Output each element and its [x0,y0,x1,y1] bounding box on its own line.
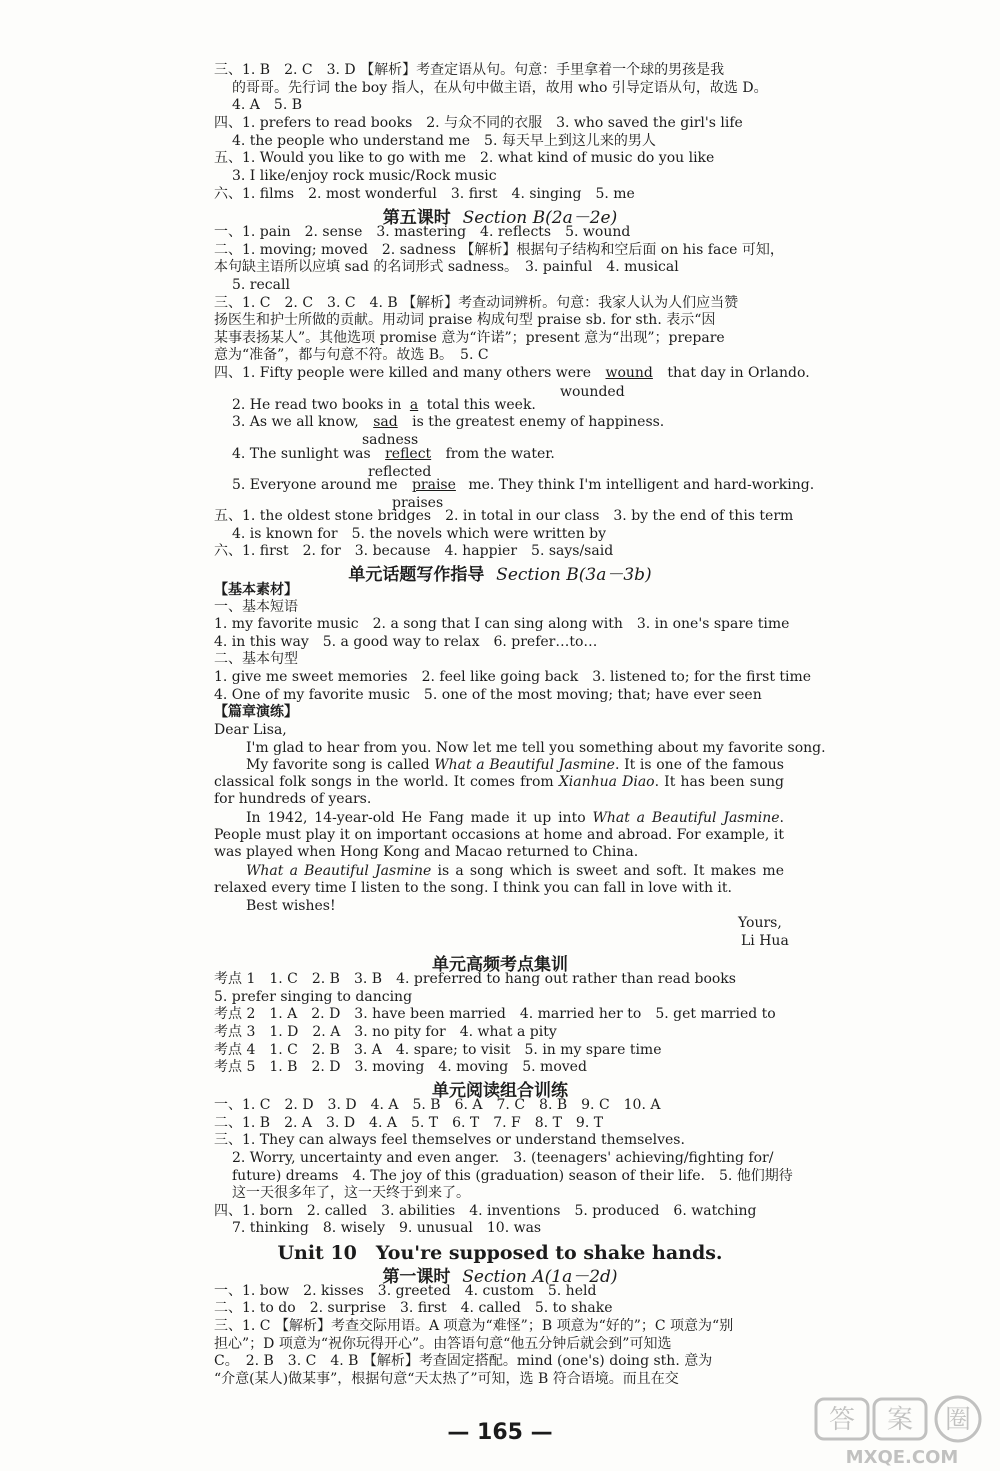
answer-line: 扬医生和护士所做的贡献。用动词 praise 构成句型 praise sb. for sth. 表示“因 [214,312,716,328]
wrong-word: a [409,397,419,413]
answer-line: 三、1. B 2. C 3. D 【解析】考查定语从句。句意：手里拿着一个球的男孩是我 [214,62,725,78]
wrong-word: praise [411,477,456,493]
correction-line: 四、1. Fifty people were killed and many others were wound that day in Orlando. [214,365,810,381]
answer-line: 意为“准备”，都与句意不符。故选 B。 5. C [214,347,489,363]
answer-line: 一、1. bow 2. kisses 3. greeted 4. custom 5. held [214,1283,597,1299]
correct-word: sadness [362,432,419,448]
answer-line: 这一天很多年了，这一天终于到来了。 [232,1185,470,1201]
answer-line: 4. A 5. B [232,97,303,113]
correction-line: 4. The sunlight was reflect from the water. [232,446,555,462]
letter-signoff: Yours, [738,915,782,931]
wrong-word: reflect [385,446,432,462]
answer-line: 担心”；D 项意为“祝你玩得开心”。由答语句意“他五分钟后就会到”可知选 [214,1336,672,1352]
subsection-label: 一、基本短语 [214,599,298,615]
section-heading: 单元阅读组合训练 [432,1081,568,1101]
letter-signature: Li Hua [741,933,789,949]
letter-paragraph: I'm glad to hear from you. Now let me tell you something about my favorite song. [246,740,826,756]
answer-line: 5. recall [232,277,290,293]
correction-line: 3. As we all know, sad is the greatest enemy of happiness. [232,414,665,430]
answer-line: 考点 1 1. C 2. B 3. B 4. preferred to hang out rather than read books [214,971,736,987]
unit-title: Unit 10 You're supposed to shake hands. [277,1242,723,1264]
answer-line: 一、1. C 2. D 3. D 4. A 5. B 6. A 7. C 8. B 9. C 10. A [214,1097,661,1113]
answer-line: 二、1. B 2. A 3. D 4. A 5. T 6. T 7. F 8. T 9. T [214,1115,604,1131]
answer-line: 考点 4 1. C 2. B 3. A 4. spare; to visit 5. in my spare time [214,1042,662,1058]
answer-line: 五、1. Would you like to go with me 2. what kind of music do you like [214,150,715,166]
answer-line: 三、1. C 【解析】考查交际用语。A 项意为“难怪”；B 项意为“好的”；C 项意为“别 [214,1318,734,1334]
answer-line: 四、1. prefers to read books 2. 与众不同的衣服 3. who saved the girl's life [214,115,743,131]
answer-line: 二、1. to do 2. surprise 3. first 4. called 5. to shake [214,1300,613,1316]
page-number: — 165 — [447,1420,553,1445]
answer-line: 三、1. They can always feel themselves or understand themselves. [214,1132,685,1148]
answer-line: 1. my favorite music 2. a song that I can sing along with 3. in one's spare time [214,616,790,632]
answer-line: “介意(某人)做某事”，根据句意“天太热了”可知，选 B 符合语境。而且在交 [214,1371,679,1387]
answer-line: 4. is known for 5. the novels which were written by [232,526,607,542]
answer-line: 本句缺主语所以应填 sad 的名词形式 sadness。 3. painful 4. musical [214,259,679,275]
answer-line: C。 2. B 3. C 4. B 【解析】考查固定搭配。mind (one's) doing sth. 意为 [214,1353,713,1369]
letter-paragraph: What a Beautiful Jasmine is a song which is sweet and soft. It makes me relaxed every time I listen to the song. I think you can fall in love with it. [214,863,784,896]
watermark-logo [812,1395,992,1467]
answer-line: 六、1. first 2. for 3. because 4. happier 5. says/said [214,543,614,559]
correct-word: reflected [368,464,432,480]
answer-line: 4. the people who understand me 5. 每天早上到这儿来的男人 [232,133,656,149]
answer-line: 3. I like/enjoy rock music/Rock music [232,168,497,184]
correction-line: 2. He read two books in a total this week. [232,397,536,413]
subsection-label: 【篇章演练】 [214,704,298,720]
answer-line: 1. give me sweet memories 2. feel like going back 3. listened to; for the first time [214,669,812,685]
lesson-heading: 第一课时 Section A(1a－2d) [382,1267,618,1287]
answer-line: 四、1. born 2. called 3. abilities 4. inventions 5. produced 6. watching [214,1203,757,1219]
svg-text:案: 案 [886,1405,914,1435]
svg-text:答: 答 [828,1405,856,1435]
answer-line: 5. prefer singing to dancing [214,989,413,1005]
wrong-word: sad [373,414,398,430]
answer-line: 考点 3 1. D 2. A 3. no pity for 4. what a pity [214,1024,557,1040]
answer-line: 某事表扬某人”。其他选项 promise 意为“许诺”；present 意为“出现”；prepare [214,330,725,346]
answer-line: 二、1. moving; moved 2. sadness 【解析】根据句子结构和空后面 on his face 可知， [214,242,784,258]
letter-paragraph: In 1942, 14-year-old He Fang made it up into What a Beautiful Jasmine. People must play it on important occasions at home and abroad. For example, it was played when Hong Kong and Macao returned to China. [214,810,784,860]
correct-word: praises [392,495,444,511]
section-heading: 单元高频考点集训 [432,955,568,975]
wrong-word: wound [605,365,653,381]
letter-salutation: Dear Lisa, [214,722,287,738]
answer-line: 的哥哥。先行词 the boy 指人，在从句中做主语，故用 who 引导定语从句，故选 D。 [232,80,768,96]
correct-word: wounded [560,384,625,400]
letter-closing: Best wishes! [246,898,336,914]
answer-line: 4. One of my favorite music 5. one of the most moving; that; have ever seen [214,687,762,703]
answer-line: 考点 2 1. A 2. D 3. have been married 4. married her to 5. get married to [214,1006,776,1022]
answer-line: 7. thinking 8. wisely 9. unusual 10. was [232,1220,542,1236]
answer-line: 三、1. C 2. C 3. C 4. B 【解析】考查动词辨析。句意：我家人认为人们应当赞 [214,295,739,311]
answer-line: 4. in this way 5. a good way to relax 6. prefer…to… [214,634,598,650]
answer-line: 考点 5 1. B 2. D 3. moving 4. moving 5. moved [214,1059,587,1075]
subsection-label: 二、基本句型 [214,651,298,667]
subsection-label: 【基本素材】 [214,582,298,598]
answer-line: 六、1. films 2. most wonderful 3. first 4. singing 5. me [214,186,635,202]
letter-paragraph: My favorite song is called What a Beautiful Jasmine. It is one of the famous classical folk songs in the world. It comes from Xianhua Diao. It has been sung for hundreds of years. [214,757,784,807]
answer-line: 一、1. pain 2. sense 3. mastering 4. reflects 5. wound [214,224,631,240]
section-heading: 单元话题写作指导 Section B(3a－3b) [348,565,652,585]
answer-line: 五、1. the oldest stone bridges 2. in total in our class 3. by the end of this term [214,508,794,524]
lesson-heading: 第五课时 Section B(2a－2e) [382,208,618,228]
svg-text:MXQE.COM: MXQE.COM [845,1447,959,1467]
correction-line: 5. Everyone around me praise me. They think I'm intelligent and hard-working. [232,477,815,493]
answer-line: 2. Worry, uncertainty and even anger. 3. (teenagers' achieving/fighting for/ [232,1150,774,1166]
answer-line: future) dreams 4. The joy of this (graduation) season of their life. 5. 他们期待 [232,1168,793,1184]
svg-text:圈: 圈 [944,1405,972,1435]
